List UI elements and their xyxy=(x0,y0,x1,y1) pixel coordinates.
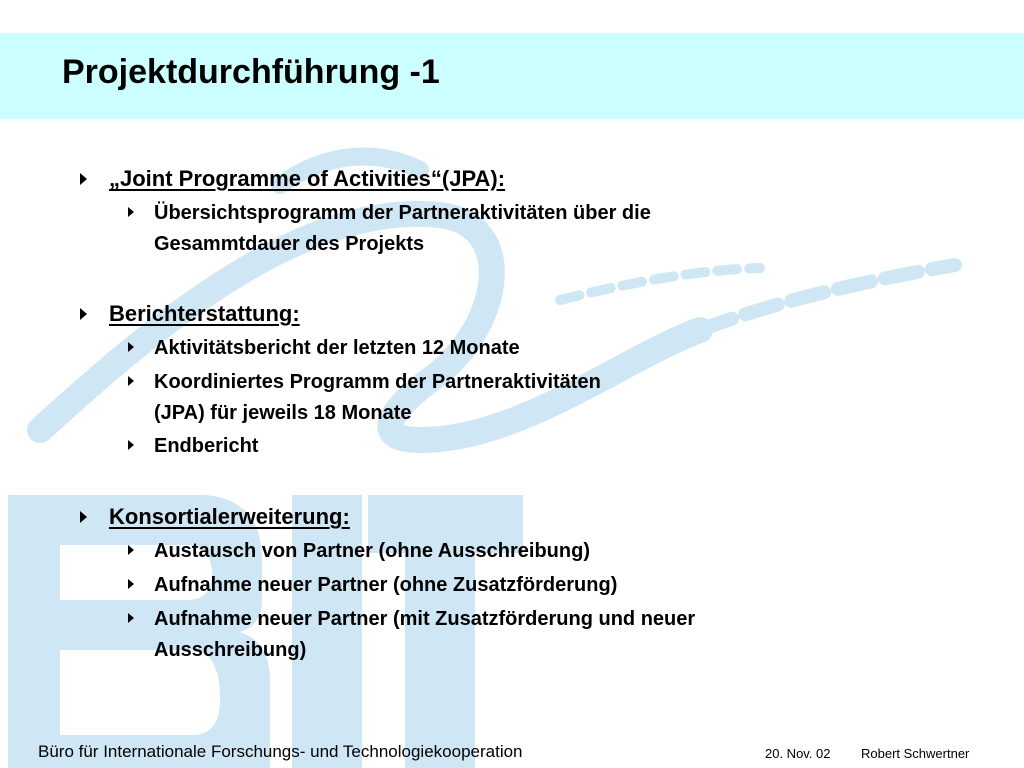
section-heading-text: „Joint Programme of Activities“(JPA): xyxy=(109,166,506,191)
section-heading-text: Berichterstattung: xyxy=(109,301,300,326)
footer-organization: Büro für Internationale Forschungs- und Technologiekooperation xyxy=(38,742,523,761)
bullet-arrow-icon xyxy=(128,613,134,623)
list-item-text: Austausch von Partner (ohne Ausschreibung) xyxy=(154,540,590,562)
bullet-arrow-icon xyxy=(128,545,134,555)
bullet-arrow-icon xyxy=(128,342,134,352)
footer-author: Robert Schwertner xyxy=(861,746,970,761)
list-item-text: Übersichtsprogramm der Partneraktivitäten über die Gesammtdauer des Projekts xyxy=(154,202,651,255)
bullet-arrow-icon xyxy=(128,376,134,386)
slide-title: Projektdurchführung -1 xyxy=(62,53,440,91)
bullet-arrow-icon xyxy=(128,440,134,450)
bullet-arrow-icon xyxy=(80,511,87,523)
list-item-text: Aufnahme neuer Partner (ohne Zusatzförderung) xyxy=(154,574,618,596)
bullet-arrow-icon xyxy=(80,173,87,185)
list-item-text: Aufnahme neuer Partner (mit Zusatzförderung und neuer Ausschreibung) xyxy=(154,608,696,661)
bullet-arrow-icon xyxy=(80,308,87,320)
section-heading-text: Konsortialerweiterung: xyxy=(109,504,350,529)
bullet-arrow-icon xyxy=(128,207,134,217)
list-item-text: Aktivitätsbericht der letzten 12 Monate xyxy=(154,337,520,359)
footer-date: 20. Nov. 02 xyxy=(765,746,831,761)
list-item-text: Koordiniertes Programm der Partneraktivitäten (JPA) für jeweils 18 Monate xyxy=(154,371,601,424)
list-item-text: Endbericht xyxy=(154,435,259,457)
bullet-arrow-icon xyxy=(128,579,134,589)
